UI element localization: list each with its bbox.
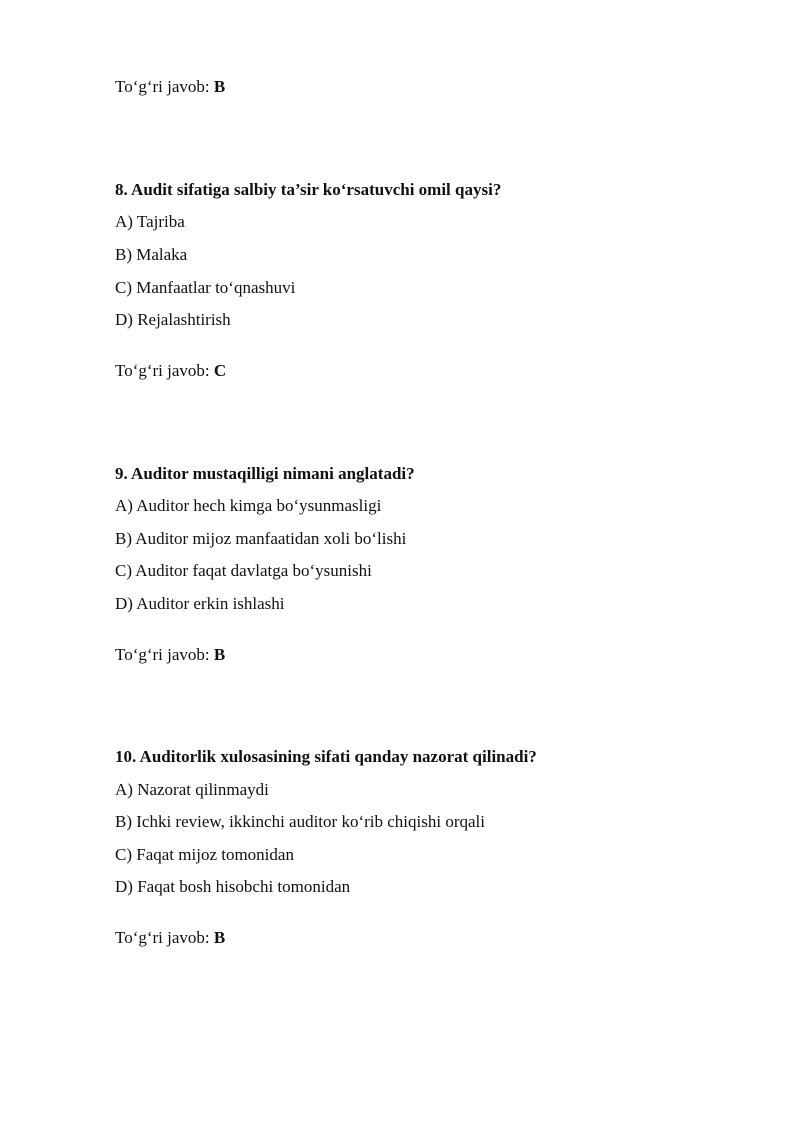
answer-key: B [213,77,226,96]
option-a: A) Auditor hech kimga bo‘ysunmasligi [115,496,382,515]
answer-line [115,78,225,95]
option-c: C) Faqat mijoz tomonidan [115,845,294,864]
answer-prefix: To‘g‘ri javob: [115,77,210,96]
answer-line [115,929,225,946]
option-b: B) Auditor mijoz manfaatidan xoli bo‘lishi [115,529,407,548]
answer-prefix: To‘g‘ri javob: [115,361,210,380]
answer-key: B [213,645,226,664]
answer-line [115,646,225,663]
option-b: B) Ichki review, ikkinchi auditor ko‘rib chiqishi orqali [115,812,485,831]
question-title: 10. Auditorlik xulosasining sifati qanday nazorat qilinadi? [115,747,537,766]
option-c: C) Manfaatlar to‘qnashuvi [115,278,296,297]
option-b: B) Malaka [115,245,188,264]
question-title: 8. Audit sifatiga salbiy ta’sir ko‘rsatuvchi omil qaysi? [115,180,502,199]
option-a: A) Nazorat qilinmaydi [115,780,269,799]
option-d: D) Auditor erkin ishlashi [115,594,285,613]
option-c: C) Auditor faqat davlatga bo‘ysunishi [115,561,372,580]
answer-key: B [213,928,226,947]
option-a: A) Tajriba [115,212,185,231]
option-d: D) Faqat bosh hisobchi tomonidan [115,877,351,896]
option-d: D) Rejalashtirish [115,310,231,329]
answer-line [115,362,226,379]
answer-prefix: To‘g‘ri javob: [115,928,210,947]
answer-prefix: To‘g‘ri javob: [115,645,210,664]
answer-key: C [213,361,227,380]
question-title: 9. Auditor mustaqilligi nimani anglatadi? [115,464,415,483]
